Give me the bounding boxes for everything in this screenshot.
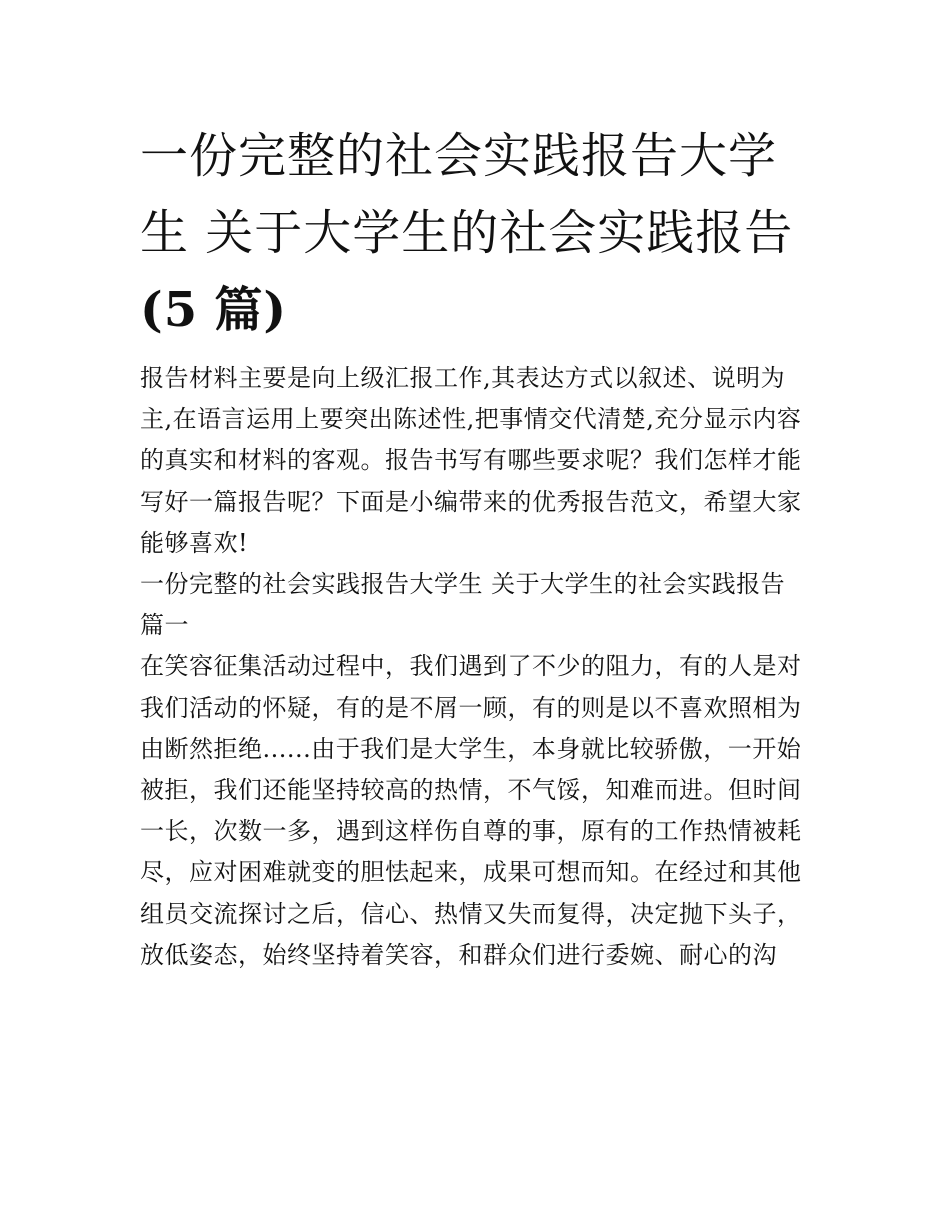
section-body-line: 我们活动的怀疑，有的是不屑一顾，有的则是以不喜欢照相为 bbox=[140, 693, 802, 722]
intro-line: 能够喜欢! bbox=[140, 528, 249, 557]
section-body-line: 尽，应对困难就变的胆怯起来，成果可想而知。在经过和其他 bbox=[140, 858, 802, 887]
intro-line: 报告材料主要是向上级汇报工作,其表达方式以叙述、说明为 bbox=[140, 364, 786, 392]
section-heading-line: 一份完整的社会实践报告大学生 关于大学生的社会实践报告 bbox=[140, 570, 786, 599]
section-heading bbox=[140, 564, 820, 646]
section-body-line: 被拒，我们还能坚持较高的热情，不气馁，知难而进。但时间 bbox=[140, 776, 802, 805]
intro-line: 的真实和材料的客观。报告书写有哪些要求呢？我们怎样才能 bbox=[140, 446, 802, 475]
section-body-line: 在笑容征集活动过程中，我们遇到了不少的阻力，有的人是对 bbox=[140, 652, 802, 681]
intro-line: 写好一篇报告呢？下面是小编带来的优秀报告范文，希望大家 bbox=[140, 487, 802, 516]
section-heading-line: 篇一 bbox=[140, 611, 189, 640]
intro-line: 主,在语言运用上要突出陈述性,把事情交代清楚,充分显示内容 bbox=[140, 405, 802, 434]
title-line-1: 一份完整的社会实践报告大学 bbox=[140, 128, 778, 184]
section-body-paragraph bbox=[140, 646, 820, 976]
document-title bbox=[140, 118, 820, 349]
title-unit: 篇) bbox=[214, 282, 288, 338]
title-line-2: 生 关于大学生的社会实践报告 bbox=[140, 205, 794, 261]
title-count: (5 bbox=[140, 282, 199, 338]
section-body-line: 放低姿态，始终坚持着笑容，和群众们进行委婉、耐心的沟 bbox=[140, 940, 777, 969]
section-body-line: 由断然拒绝......由于我们是大学生，本身就比较骄傲，一开始 bbox=[140, 734, 802, 763]
section-body-line: 一长，次数一多，遇到这样伤自尊的事，原有的工作热情被耗 bbox=[140, 817, 802, 846]
document-body bbox=[140, 358, 820, 976]
section-body-line: 组员交流探讨之后，信心、热情又失而复得，决定抛下头子， bbox=[140, 899, 802, 928]
intro-paragraph bbox=[140, 358, 820, 564]
title-line-3 bbox=[140, 272, 820, 349]
